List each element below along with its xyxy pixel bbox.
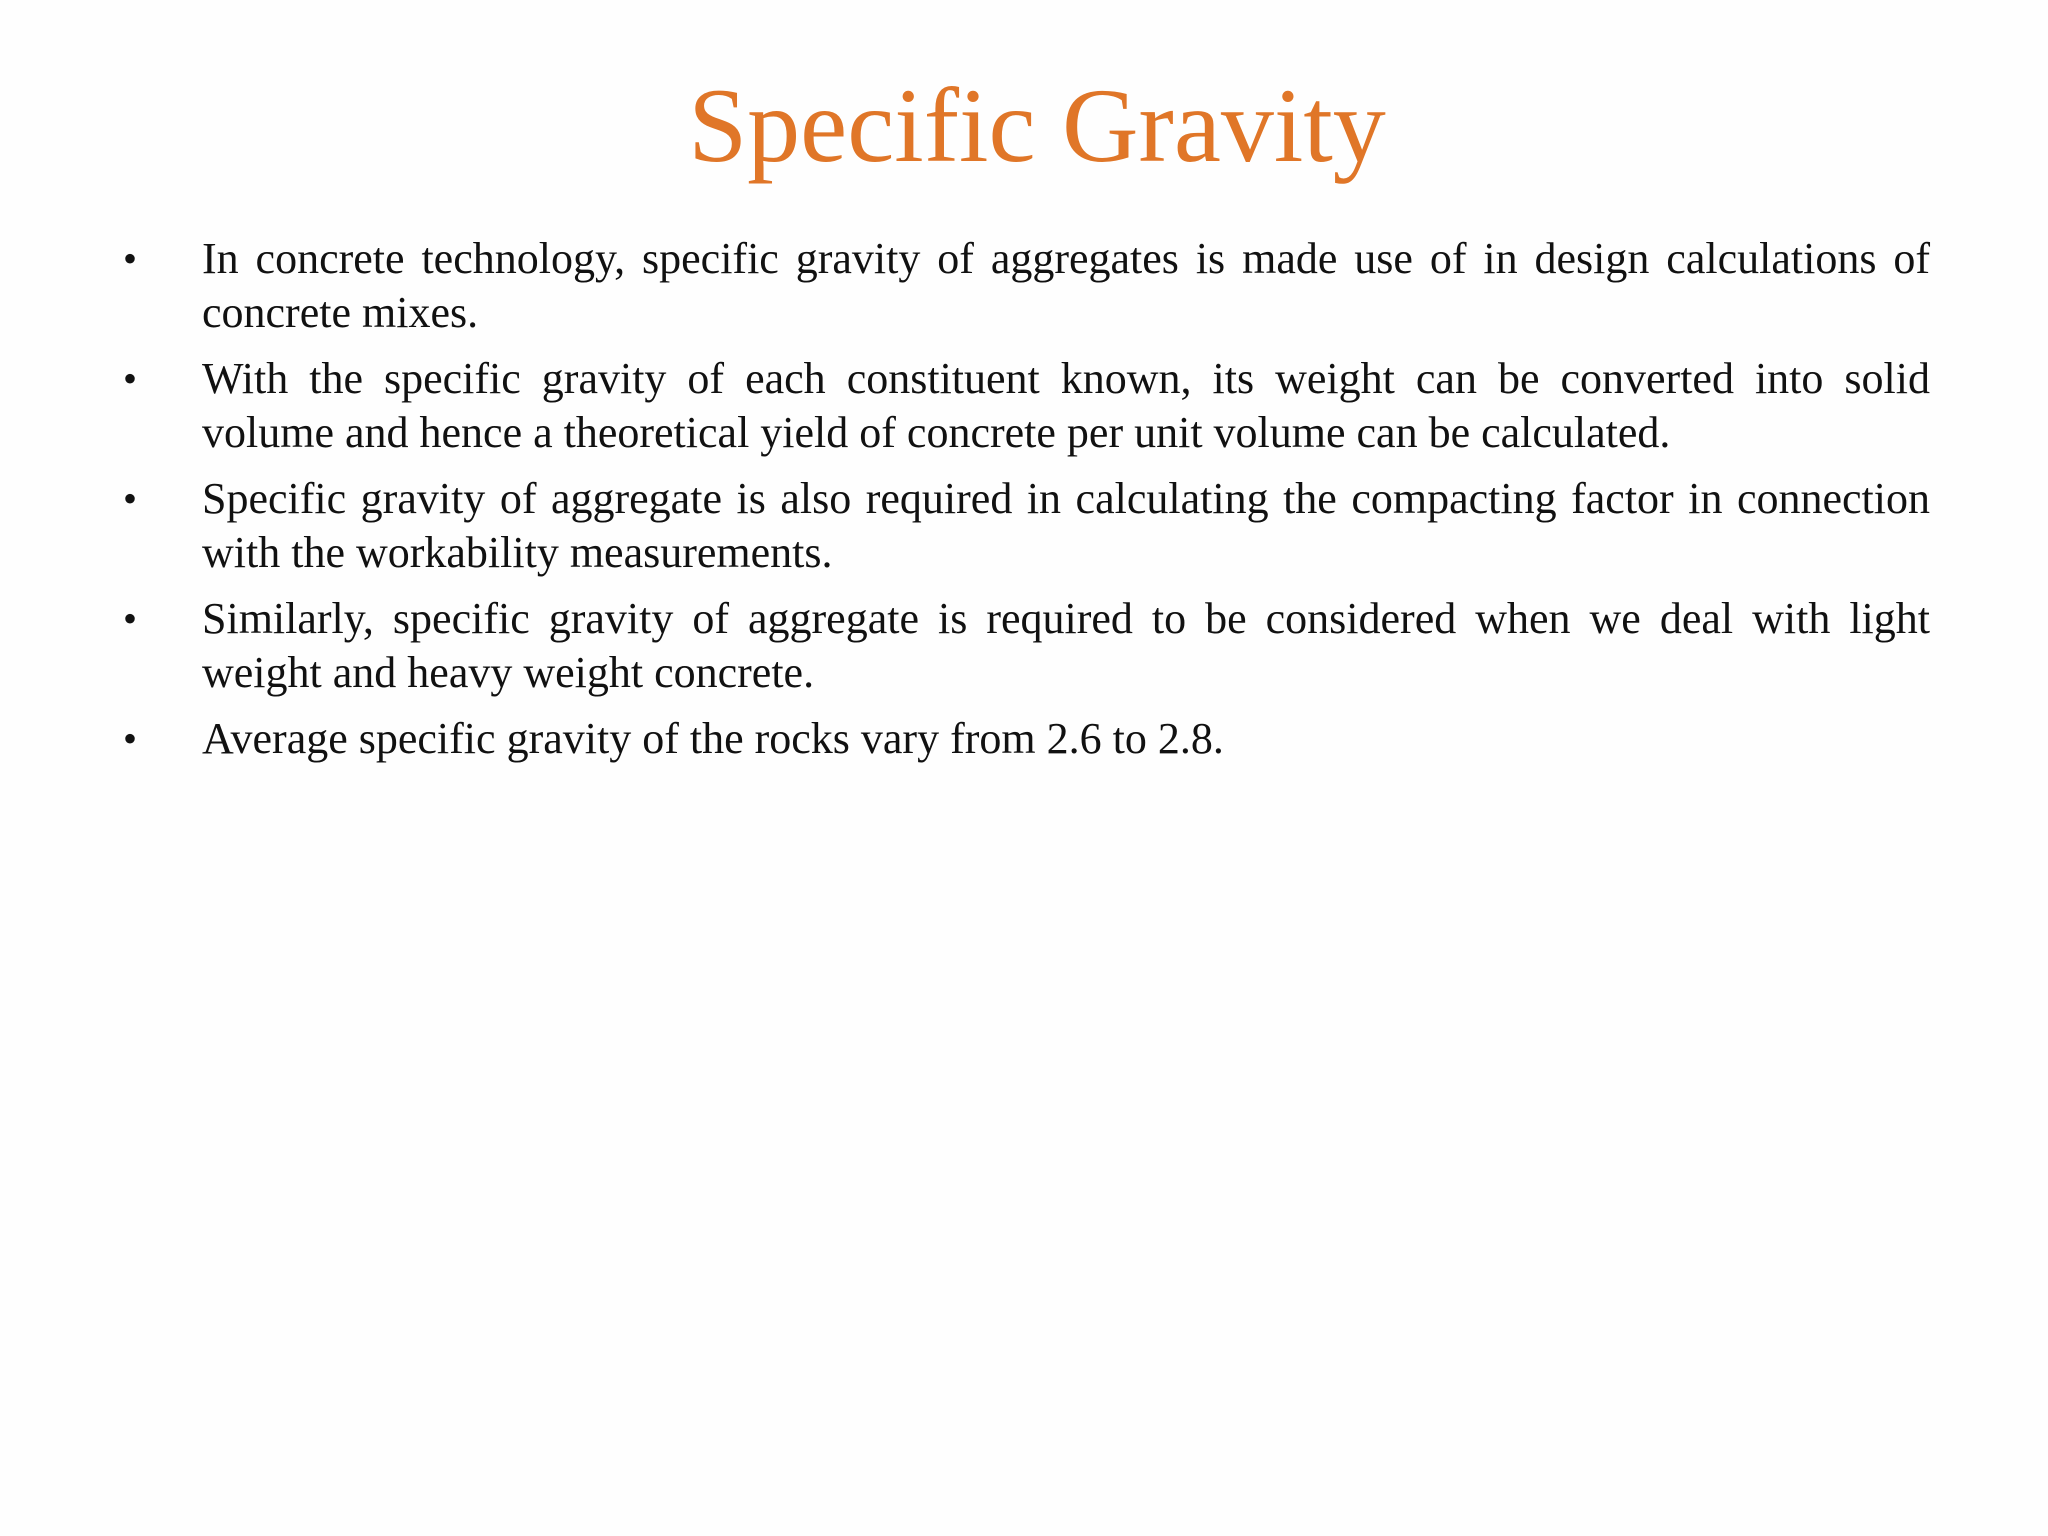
bullet-icon: • [123,356,138,401]
bullet-text: Similarly, specific gravity of aggregate is required to be considered when we deal with light weight and heavy weight concrete. [202,594,1930,697]
bullet-text: Average specific gravity of the rocks vary from 2.6 to 2.8. [202,714,1224,763]
bullet-icon: • [123,236,138,281]
bullet-item-1 [118,232,1930,340]
bullet-icon: • [123,596,138,641]
slide-title: Specific Gravity [688,67,1386,184]
bullet-item-4 [118,592,1930,700]
bullet-item-3 [118,472,1930,580]
bullet-item-2 [118,352,1930,460]
bullet-list [118,232,1930,778]
bullet-text: In concrete technology, specific gravity of aggregates is made use of in design calculations of concrete mixes. [202,234,1930,337]
bullet-icon: • [123,716,138,761]
bullet-icon: • [123,476,138,521]
bullet-text: Specific gravity of aggregate is also required in calculating the compacting factor in connection with the workability measurements. [202,474,1930,577]
bullet-item-5 [118,712,1930,766]
bullet-text: With the specific gravity of each constituent known, its weight can be converted into solid volume and hence a theoretical yield of concrete per unit volume can be calculated. [202,354,1930,457]
